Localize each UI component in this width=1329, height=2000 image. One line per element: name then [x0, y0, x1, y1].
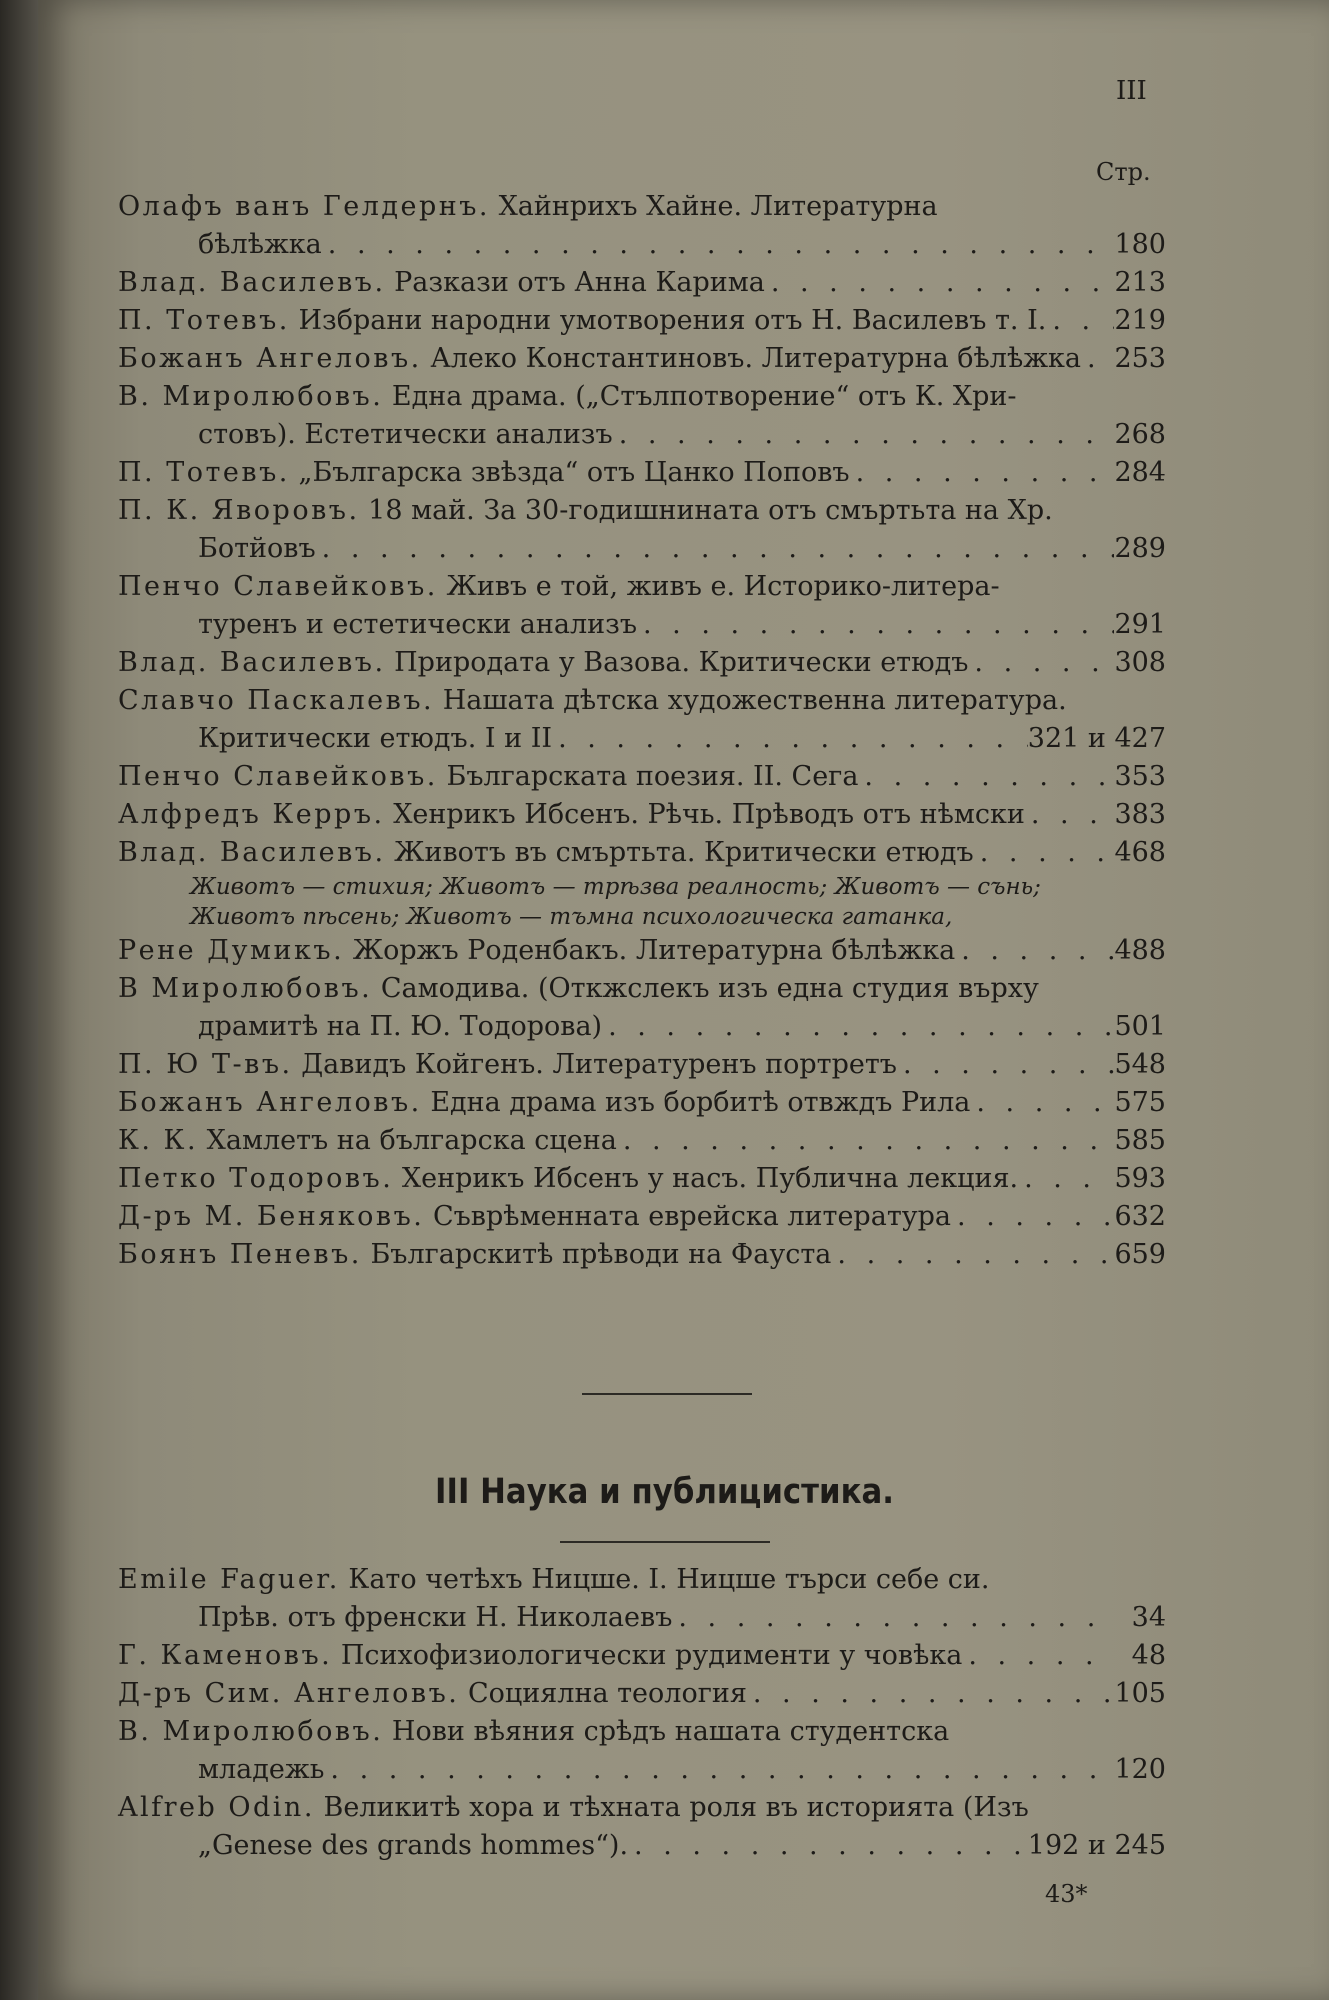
- toc-entry: [118, 1160, 1166, 1198]
- dot-leader: [628, 1827, 1028, 1865]
- dot-leader: [962, 1637, 1114, 1675]
- entry-title: Психофизиологически рудименти у човѣка: [340, 1640, 963, 1671]
- entry-author: В. Миролюбовъ.: [118, 381, 384, 412]
- entry-title: Като четѣхъ Ницше. I. Ницше търси себе си.: [348, 1564, 990, 1595]
- entry-page: 120: [1114, 1754, 1166, 1785]
- entry-title: Нашата дѣтска художественна литература.: [442, 685, 1067, 716]
- toc-entry: [118, 188, 1166, 264]
- entry-title: Нови вѣяния срѣдъ нашата студентска: [391, 1716, 950, 1747]
- entry-title: Хенрикъ Ибсенъ у насъ. Публична лекция.: [401, 1163, 1019, 1194]
- toc-entry: [118, 1198, 1166, 1236]
- toc-entry: [118, 932, 1166, 970]
- toc-entry: [118, 302, 1166, 340]
- entry-title: Природата у Вазова. Критически етюдъ: [394, 647, 969, 678]
- dot-leader: [617, 1122, 1114, 1160]
- entry-page: 548: [1114, 1049, 1166, 1080]
- dot-leader: [968, 644, 1114, 682]
- entry-title: Социялна теология: [467, 1678, 747, 1709]
- toc-entry: [118, 264, 1166, 302]
- entry-title: Разкази отъ Анна Карима: [394, 267, 765, 298]
- toc-entry: [118, 834, 1166, 932]
- dot-leader: [1081, 340, 1114, 378]
- entry-title: бѣлѣжка: [198, 229, 322, 260]
- entry-author: Влад. Василевъ.: [118, 267, 386, 298]
- toc-entry: [118, 378, 1166, 454]
- toc-entry: [118, 644, 1166, 682]
- entry-author: П. К. Яворовъ.: [118, 495, 360, 526]
- dot-leader: [1018, 1160, 1114, 1198]
- entry-page: 48: [1131, 1640, 1166, 1671]
- entry-author: Рене Думикъ.: [118, 935, 345, 966]
- dot-leader: [324, 1751, 1114, 1789]
- entry-title: туренъ и естетически анализъ: [198, 609, 638, 640]
- entry-page: 593: [1114, 1163, 1166, 1194]
- entry-subtitle: Животъ пѣсень; Животъ — тъмна психологическа гатанка,: [190, 904, 953, 930]
- toc-entry: [118, 682, 1166, 758]
- entry-title: Съврѣменната еврейска литература: [432, 1201, 952, 1232]
- entry-author: Д-ръ М. Беняковъ.: [118, 1201, 425, 1232]
- entry-author: П. Тотевъ.: [118, 457, 290, 488]
- entry-page: 308: [1114, 647, 1166, 678]
- toc-entry: [118, 1046, 1166, 1084]
- entry-subtitle: Животъ — стихия; Животъ — трѣзва реалность; Животъ — сънь;: [190, 874, 1041, 900]
- entry-title: Една драма. („Стълпотворение“ отъ К. Хри-: [391, 381, 1017, 412]
- entry-author: Влад. Василевъ.: [118, 647, 386, 678]
- dot-leader: [1025, 796, 1114, 834]
- entry-page: 632: [1114, 1201, 1166, 1232]
- entry-title: Животъ въ смъртьта. Критически етюдъ: [394, 837, 974, 868]
- entry-page: 659: [1114, 1239, 1166, 1270]
- entry-page: 253: [1114, 343, 1166, 374]
- entry-title: Българската поезия. II. Сега: [446, 761, 859, 792]
- toc-entry: [118, 1675, 1166, 1713]
- entry-title: Жоржъ Роденбакъ. Литературна бѣлѣжка: [352, 935, 956, 966]
- entry-title: Прѣв. отъ френски Н. Николаевъ: [198, 1602, 673, 1633]
- dot-leader: [858, 758, 1114, 796]
- entry-author: Пенчо Славейковъ.: [118, 761, 438, 792]
- entry-title: Критически етюдъ. I и II: [198, 723, 553, 754]
- toc-entry: [118, 1637, 1166, 1675]
- entry-page: 192 и 245: [1027, 1830, 1166, 1861]
- toc-entry: [118, 340, 1166, 378]
- entry-page: 383: [1114, 799, 1166, 830]
- entry-author: Божанъ Ангеловъ.: [118, 1087, 422, 1118]
- book-spine: [0, 0, 38, 2000]
- toc-entry: [118, 568, 1166, 644]
- toc-entry: [118, 1713, 1166, 1789]
- page-number: III: [1116, 76, 1147, 106]
- entry-title: Алеко Константиновъ. Литературна бѣлѣжка: [430, 343, 1082, 374]
- heading-underline: [560, 1541, 770, 1543]
- entry-page: 585: [1114, 1125, 1166, 1156]
- toc-entry: [118, 758, 1166, 796]
- dot-leader: [637, 606, 1114, 644]
- entry-author: П. Ю Т-въ.: [118, 1049, 293, 1080]
- entry-title: Ботйовъ: [198, 533, 316, 564]
- entry-title: Живъ е той, живъ е. Историко-литера-: [446, 571, 1000, 602]
- entry-title: Избрани народни умотворения отъ Н. Василевъ т. I.: [298, 305, 1047, 336]
- dot-leader: [831, 1236, 1114, 1274]
- section-heading: III Наука и публицистика.: [435, 1472, 894, 1512]
- toc-entry: [118, 1236, 1166, 1274]
- entry-page: 468: [1114, 837, 1166, 868]
- entry-page: 284: [1114, 457, 1166, 488]
- entry-page: 180: [1114, 229, 1166, 260]
- dot-leader: [765, 264, 1114, 302]
- dot-leader: [970, 1084, 1114, 1122]
- section-divider: [582, 1393, 752, 1395]
- entry-page: 105: [1114, 1678, 1166, 1709]
- entry-page: 353: [1114, 761, 1166, 792]
- toc-entry: [118, 1789, 1166, 1865]
- entry-page: 219: [1114, 305, 1166, 336]
- entry-author: Г. Каменовъ.: [118, 1640, 333, 1671]
- signature-mark: 43*: [1045, 1880, 1088, 1908]
- dot-leader: [316, 530, 1114, 568]
- toc-entry: [118, 1561, 1166, 1637]
- entry-title: Давидъ Койгенъ. Литературенъ портретъ: [301, 1049, 897, 1080]
- entry-title: Великитѣ хора и тѣхната роля въ историята (Изъ: [323, 1792, 1029, 1823]
- entry-title: „Genese des grands hommes“).: [198, 1830, 629, 1861]
- entry-author: Алфредъ Керръ.: [118, 799, 385, 830]
- toc-entry: [118, 1122, 1166, 1160]
- dot-leader: [672, 1599, 1114, 1637]
- entry-author: Влад. Василевъ.: [118, 837, 386, 868]
- dot-leader: [602, 1008, 1114, 1046]
- entry-title: Една драма изъ борбитѣ отвждъ Рила: [430, 1087, 971, 1118]
- dot-leader: [955, 932, 1114, 970]
- entry-title: Хамлетъ на българска сцена: [206, 1125, 617, 1156]
- entry-page: 501: [1114, 1011, 1166, 1042]
- entry-page: 488: [1114, 935, 1166, 966]
- entry-author: Боянъ Пеневъ.: [118, 1239, 362, 1270]
- dot-leader: [613, 416, 1114, 454]
- entry-title: Хайнрихъ Хайне. Литературна: [498, 191, 938, 222]
- entry-page: 34: [1131, 1602, 1166, 1633]
- entry-title: Самодива. (Откжслекъ изъ една студия върху: [380, 973, 1039, 1004]
- entry-author: Alfreb Odin.: [118, 1792, 315, 1823]
- entry-author: Пенчо Славейковъ.: [118, 571, 438, 602]
- entry-page: 575: [1114, 1087, 1166, 1118]
- toc-literature: [118, 188, 1166, 1274]
- entry-author: К. К.: [118, 1125, 199, 1156]
- toc-entry: [118, 1084, 1166, 1122]
- entry-title: драмитѣ на П. Ю. Тодорова): [198, 1011, 603, 1042]
- entry-title: Хенрикъ Ибсенъ. Рѣчь. Прѣводъ отъ нѣмски: [393, 799, 1025, 830]
- toc-science: [118, 1561, 1166, 1865]
- entry-page: 291: [1114, 609, 1166, 640]
- entry-page: 289: [1114, 533, 1166, 564]
- entry-title: стовъ). Естетически анализъ: [198, 419, 613, 450]
- toc-entry: [118, 454, 1166, 492]
- entry-author: Петко Тодоровъ.: [118, 1163, 394, 1194]
- entry-title: Българскитѣ прѣводи на Фауста: [370, 1239, 832, 1270]
- entry-title: младежь: [198, 1754, 325, 1785]
- dot-leader: [552, 720, 1028, 758]
- entry-page: 268: [1114, 419, 1166, 450]
- entry-page: 321 и 427: [1027, 723, 1166, 754]
- dot-leader: [322, 226, 1114, 264]
- dot-leader: [974, 834, 1114, 872]
- dot-leader: [850, 454, 1114, 492]
- entry-author: Emile Faguer.: [118, 1564, 340, 1595]
- toc-entry: [118, 796, 1166, 834]
- entry-author: Божанъ Ангеловъ.: [118, 343, 422, 374]
- entry-author: В Миролюбовъ.: [118, 973, 373, 1004]
- entry-author: Олафъ ванъ Гелдернъ.: [118, 191, 490, 222]
- entry-title: 18 май. За 30-годишнината отъ смъртьта на Хр.: [368, 495, 1053, 526]
- toc-entry: [118, 970, 1166, 1046]
- dot-leader: [951, 1198, 1114, 1236]
- dot-leader: [897, 1046, 1114, 1084]
- entry-author: П. Тотевъ.: [118, 305, 290, 336]
- entry-title: „Българска звѣзда“ отъ Цанко Поповъ: [298, 457, 850, 488]
- dot-leader: [747, 1675, 1114, 1713]
- entry-page: 213: [1114, 267, 1166, 298]
- dot-leader: [1046, 302, 1114, 340]
- page-column-label: Стр.: [1096, 158, 1151, 186]
- entry-author: В. Миролюбовъ.: [118, 1716, 384, 1747]
- toc-entry: [118, 492, 1166, 568]
- entry-author: Славчо Паскалевъ.: [118, 685, 435, 716]
- entry-author: Д-ръ Сим. Ангеловъ.: [118, 1678, 460, 1709]
